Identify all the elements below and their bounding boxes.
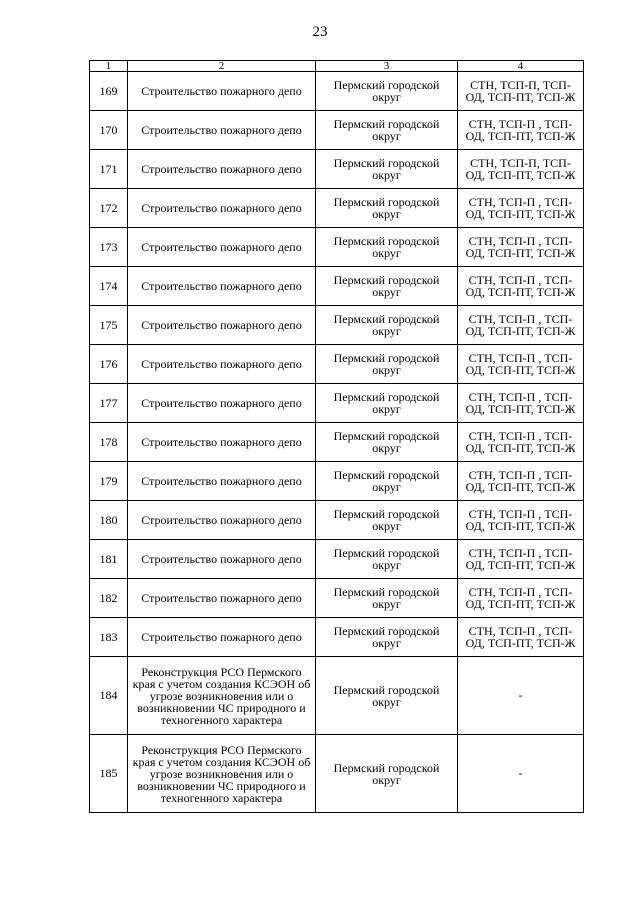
table-row (90, 501, 584, 540)
row-number: 185 (90, 735, 128, 813)
table-row (90, 345, 584, 384)
table-row (90, 735, 584, 813)
row-number: 181 (90, 540, 128, 579)
table-row (90, 150, 584, 189)
row-number: 184 (90, 657, 128, 735)
row-number: 169 (90, 72, 128, 111)
zone-codes: СТН, ТСП-П , ТСП-ОД, ТСП-ПТ, ТСП-Ж (458, 540, 584, 579)
table-row (90, 423, 584, 462)
zone-codes: СТН, ТСП-П , ТСП-ОД, ТСП-ПТ, ТСП-Ж (458, 384, 584, 423)
row-number: 179 (90, 462, 128, 501)
object-name: Строительство пожарного депо (128, 618, 316, 657)
zone-codes: СТН, ТСП-П, ТСП-ОД, ТСП-ПТ, ТСП-Ж (458, 72, 584, 111)
table-row (90, 462, 584, 501)
row-number: 183 (90, 618, 128, 657)
table-row (90, 111, 584, 150)
row-number: 171 (90, 150, 128, 189)
table-row (90, 189, 584, 228)
table-row (90, 579, 584, 618)
municipality: Пермский городской округ (316, 306, 458, 345)
zone-codes: СТН, ТСП-П , ТСП-ОД, ТСП-ПТ, ТСП-Ж (458, 228, 584, 267)
object-name: Строительство пожарного депо (128, 72, 316, 111)
object-name: Строительство пожарного депо (128, 540, 316, 579)
zone-codes: - (458, 735, 584, 813)
table-row (90, 384, 584, 423)
table-row (90, 267, 584, 306)
municipality: Пермский городской округ (316, 540, 458, 579)
municipality: Пермский городской округ (316, 618, 458, 657)
municipality: Пермский городской округ (316, 72, 458, 111)
municipality: Пермский городской округ (316, 423, 458, 462)
row-number: 177 (90, 384, 128, 423)
object-name: Строительство пожарного депо (128, 462, 316, 501)
municipality: Пермский городской округ (316, 501, 458, 540)
municipality: Пермский городской округ (316, 735, 458, 813)
document-table (89, 60, 584, 813)
municipality: Пермский городской округ (316, 579, 458, 618)
row-number: 176 (90, 345, 128, 384)
table-row (90, 306, 584, 345)
municipality: Пермский городской округ (316, 189, 458, 228)
zone-codes: СТН, ТСП-П , ТСП-ОД, ТСП-ПТ, ТСП-Ж (458, 423, 584, 462)
table-row (90, 540, 584, 579)
row-number: 172 (90, 189, 128, 228)
zone-codes: СТН, ТСП-П , ТСП-ОД, ТСП-ПТ, ТСП-Ж (458, 267, 584, 306)
zone-codes: СТН, ТСП-П, ТСП-ОД, ТСП-ПТ, ТСП-Ж (458, 150, 584, 189)
zone-codes: СТН, ТСП-П , ТСП-ОД, ТСП-ПТ, ТСП-Ж (458, 189, 584, 228)
row-number: 175 (90, 306, 128, 345)
row-number: 173 (90, 228, 128, 267)
object-name: Строительство пожарного депо (128, 423, 316, 462)
municipality: Пермский городской округ (316, 384, 458, 423)
table-row (90, 228, 584, 267)
zone-codes: СТН, ТСП-П , ТСП-ОД, ТСП-ПТ, ТСП-Ж (458, 618, 584, 657)
object-name: Строительство пожарного депо (128, 384, 316, 423)
object-name: Строительство пожарного депо (128, 189, 316, 228)
header-row (90, 61, 584, 72)
object-name: Строительство пожарного депо (128, 228, 316, 267)
municipality: Пермский городской округ (316, 267, 458, 306)
municipality: Пермский городской округ (316, 150, 458, 189)
row-number: 180 (90, 501, 128, 540)
row-number: 174 (90, 267, 128, 306)
table-row (90, 657, 584, 735)
municipality: Пермский городской округ (316, 462, 458, 501)
object-name: Строительство пожарного депо (128, 345, 316, 384)
object-name: Реконструкция РСО Пермского края с учетом создания КСЭОН об угрозе возникновения или о возникновении ЧС природного и техногенного характера (128, 735, 316, 813)
object-name: Строительство пожарного депо (128, 579, 316, 618)
zone-codes: СТН, ТСП-П , ТСП-ОД, ТСП-ПТ, ТСП-Ж (458, 501, 584, 540)
column-header-1: 1 (90, 61, 128, 72)
table-row (90, 72, 584, 111)
table-row (90, 618, 584, 657)
object-name: Строительство пожарного депо (128, 150, 316, 189)
column-header-3: 3 (316, 61, 458, 72)
object-name: Строительство пожарного депо (128, 501, 316, 540)
zone-codes: СТН, ТСП-П , ТСП-ОД, ТСП-ПТ, ТСП-Ж (458, 306, 584, 345)
municipality: Пермский городской округ (316, 657, 458, 735)
object-name: Строительство пожарного депо (128, 306, 316, 345)
municipality: Пермский городской округ (316, 111, 458, 150)
zone-codes: СТН, ТСП-П , ТСП-ОД, ТСП-ПТ, ТСП-Ж (458, 111, 584, 150)
row-number: 170 (90, 111, 128, 150)
column-header-4: 4 (458, 61, 584, 72)
page-number: 23 (312, 24, 328, 40)
zone-codes: СТН, ТСП-П , ТСП-ОД, ТСП-ПТ, ТСП-Ж (458, 345, 584, 384)
row-number: 178 (90, 423, 128, 462)
object-name: Реконструкция РСО Пермского края с учетом создания КСЭОН об угрозе возникновения или о возникновении ЧС природного и техногенного характера (128, 657, 316, 735)
object-name: Строительство пожарного депо (128, 267, 316, 306)
zone-codes: СТН, ТСП-П , ТСП-ОД, ТСП-ПТ, ТСП-Ж (458, 462, 584, 501)
zone-codes: - (458, 657, 584, 735)
object-name: Строительство пожарного депо (128, 111, 316, 150)
column-header-2: 2 (128, 61, 316, 72)
row-number: 182 (90, 579, 128, 618)
municipality: Пермский городской округ (316, 345, 458, 384)
municipality: Пермский городской округ (316, 228, 458, 267)
zone-codes: СТН, ТСП-П , ТСП-ОД, ТСП-ПТ, ТСП-Ж (458, 579, 584, 618)
